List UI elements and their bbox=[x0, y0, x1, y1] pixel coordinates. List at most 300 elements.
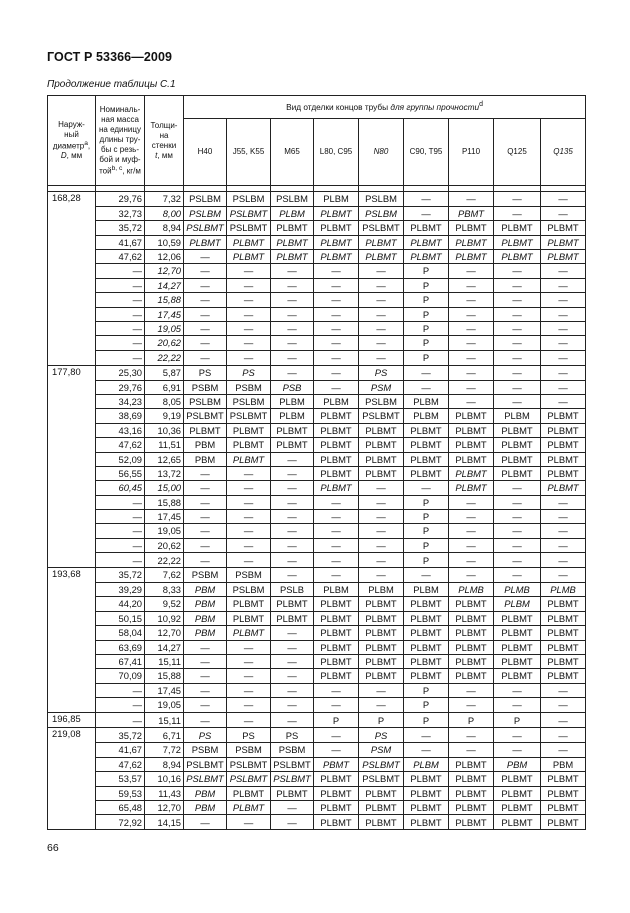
finish-cell: PSBM bbox=[184, 743, 227, 757]
finish-cell: PLBMT bbox=[314, 221, 359, 235]
table-row bbox=[48, 423, 586, 437]
diameter-cell bbox=[48, 438, 96, 452]
finish-cell: — bbox=[271, 669, 314, 683]
wall-cell: 12,70 bbox=[145, 626, 184, 640]
finish-cell: PLBMT bbox=[314, 466, 359, 480]
finish-cell: — bbox=[271, 365, 314, 380]
finish-cell: PLBM bbox=[314, 583, 359, 597]
finish-cell: — bbox=[494, 568, 541, 583]
finish-cell: — bbox=[541, 495, 586, 509]
finish-cell: PLBMT bbox=[494, 250, 541, 264]
header-wall: Толщи- на стенки t, мм bbox=[145, 96, 184, 186]
finish-cell: PSLBMT bbox=[184, 409, 227, 423]
finish-cell: — bbox=[271, 713, 314, 728]
finish-cell: PBM bbox=[184, 452, 227, 466]
diameter-cell bbox=[48, 380, 96, 394]
finish-cell: PLBMT bbox=[541, 669, 586, 683]
finish-cell: — bbox=[449, 322, 494, 336]
mass-cell: — bbox=[96, 293, 145, 307]
finish-cell: PS bbox=[359, 365, 404, 380]
finish-cell: — bbox=[314, 728, 359, 743]
finish-cell: PLBMT bbox=[314, 438, 359, 452]
wall-cell: 20,62 bbox=[145, 538, 184, 552]
finish-cell: — bbox=[314, 568, 359, 583]
wall-cell: 17,45 bbox=[145, 510, 184, 524]
finish-cell: PLBMT bbox=[449, 423, 494, 437]
diameter-cell bbox=[48, 409, 96, 423]
finish-cell: PS bbox=[184, 728, 227, 743]
table-row bbox=[48, 786, 586, 800]
grade-header: L80, C95 bbox=[314, 119, 359, 186]
table-row bbox=[48, 611, 586, 625]
table-body bbox=[48, 192, 586, 830]
table-row bbox=[48, 583, 586, 597]
diameter-cell bbox=[48, 481, 96, 495]
finish-cell: P bbox=[404, 350, 449, 365]
finish-cell: PLBMT bbox=[271, 786, 314, 800]
finish-cell: PBM bbox=[184, 611, 227, 625]
finish-cell: — bbox=[359, 293, 404, 307]
table-row bbox=[48, 250, 586, 264]
finish-cell: PLBM bbox=[404, 394, 449, 408]
finish-cell: PLBMT bbox=[541, 597, 586, 611]
finish-cell: PLBMT bbox=[359, 786, 404, 800]
finish-cell: PLBM bbox=[404, 583, 449, 597]
finish-cell: PSLBMT bbox=[359, 221, 404, 235]
finish-cell: PBM bbox=[494, 757, 541, 771]
finish-cell: — bbox=[541, 743, 586, 757]
wall-cell: 15,11 bbox=[145, 655, 184, 669]
mass-cell: 41,67 bbox=[96, 235, 145, 249]
finish-cell: — bbox=[271, 538, 314, 552]
finish-cell: PLBMT bbox=[494, 772, 541, 786]
mass-cell: 41,67 bbox=[96, 743, 145, 757]
finish-cell: — bbox=[227, 553, 271, 568]
diameter-cell bbox=[48, 538, 96, 552]
mass-cell: — bbox=[96, 524, 145, 538]
wall-cell: 19,05 bbox=[145, 524, 184, 538]
finish-cell: PLBMT bbox=[404, 466, 449, 480]
mass-cell: 25,30 bbox=[96, 365, 145, 380]
finish-cell: PLBMT bbox=[449, 611, 494, 625]
mass-cell: 35,72 bbox=[96, 568, 145, 583]
wall-cell: 19,05 bbox=[145, 322, 184, 336]
finish-cell: — bbox=[227, 322, 271, 336]
wall-cell: 15,88 bbox=[145, 669, 184, 683]
finish-cell: — bbox=[359, 307, 404, 321]
table-row bbox=[48, 743, 586, 757]
finish-cell: — bbox=[449, 728, 494, 743]
finish-cell: — bbox=[359, 278, 404, 292]
finish-cell: PLBMT bbox=[314, 626, 359, 640]
finish-cell: PLBMT bbox=[541, 438, 586, 452]
finish-cell: PLBM bbox=[404, 409, 449, 423]
mass-cell: 65,48 bbox=[96, 800, 145, 814]
diameter-cell bbox=[48, 510, 96, 524]
finish-cell: PS bbox=[184, 365, 227, 380]
diameter-cell bbox=[48, 307, 96, 321]
finish-cell: PSLBMT bbox=[359, 772, 404, 786]
finish-cell: PSBM bbox=[184, 380, 227, 394]
mass-cell: — bbox=[96, 278, 145, 292]
finish-cell: — bbox=[494, 192, 541, 207]
finish-cell: PLBMT bbox=[314, 611, 359, 625]
table-row bbox=[48, 815, 586, 830]
wall-cell: 5,87 bbox=[145, 365, 184, 380]
finish-cell: PBMT bbox=[314, 757, 359, 771]
finish-cell: PLBMT bbox=[449, 438, 494, 452]
finish-cell: — bbox=[271, 626, 314, 640]
finish-cell: — bbox=[184, 510, 227, 524]
finish-cell: PSLBMT bbox=[227, 409, 271, 423]
mass-cell: 29,76 bbox=[96, 192, 145, 207]
finish-cell: — bbox=[494, 336, 541, 350]
finish-cell: — bbox=[359, 538, 404, 552]
finish-cell: — bbox=[541, 293, 586, 307]
finish-cell: PLBMT bbox=[541, 626, 586, 640]
finish-cell: — bbox=[541, 394, 586, 408]
diameter-cell bbox=[48, 583, 96, 597]
finish-cell: PLBMT bbox=[449, 655, 494, 669]
finish-cell: PLBMT bbox=[359, 250, 404, 264]
table-row bbox=[48, 206, 586, 220]
finish-cell: PLBM bbox=[494, 597, 541, 611]
finish-cell: — bbox=[184, 553, 227, 568]
table-row bbox=[48, 466, 586, 480]
finish-cell: P bbox=[404, 264, 449, 278]
finish-cell: PBM bbox=[184, 626, 227, 640]
finish-cell: PS bbox=[359, 728, 404, 743]
finish-cell: — bbox=[494, 264, 541, 278]
diameter-cell bbox=[48, 772, 96, 786]
finish-cell: — bbox=[184, 322, 227, 336]
finish-cell: PLBMT bbox=[494, 438, 541, 452]
finish-cell: — bbox=[184, 481, 227, 495]
finish-cell: PLBMT bbox=[227, 611, 271, 625]
finish-cell: PLBMT bbox=[184, 423, 227, 437]
finish-cell: PLBMT bbox=[541, 800, 586, 814]
table-row bbox=[48, 307, 586, 321]
finish-cell: — bbox=[314, 322, 359, 336]
finish-cell: PLBMT bbox=[449, 250, 494, 264]
finish-cell: — bbox=[449, 192, 494, 207]
finish-cell: PSBM bbox=[227, 568, 271, 583]
wall-cell: 8,05 bbox=[145, 394, 184, 408]
finish-cell: PLBMT bbox=[314, 409, 359, 423]
wall-cell: 7,62 bbox=[145, 568, 184, 583]
finish-cell: PLBMT bbox=[314, 597, 359, 611]
wall-cell: 14,15 bbox=[145, 815, 184, 830]
finish-cell: — bbox=[227, 278, 271, 292]
finish-cell: PLBMT bbox=[541, 250, 586, 264]
table-row bbox=[48, 597, 586, 611]
mass-cell: — bbox=[96, 683, 145, 697]
table-row bbox=[48, 669, 586, 683]
diameter-cell: 219,08 bbox=[48, 728, 96, 743]
finish-cell: PLBM bbox=[271, 409, 314, 423]
table-row bbox=[48, 409, 586, 423]
finish-cell: — bbox=[271, 264, 314, 278]
finish-cell: PSM bbox=[359, 743, 404, 757]
finish-cell: PLBMT bbox=[494, 221, 541, 235]
finish-cell: PLBMT bbox=[404, 250, 449, 264]
finish-cell: — bbox=[541, 206, 586, 220]
finish-cell: — bbox=[541, 278, 586, 292]
finish-cell: P bbox=[404, 495, 449, 509]
finish-cell: — bbox=[404, 365, 449, 380]
finish-cell: PLBMT bbox=[404, 786, 449, 800]
finish-cell: — bbox=[314, 538, 359, 552]
finish-cell: PLBMT bbox=[227, 626, 271, 640]
grade-header: Q125 bbox=[494, 119, 541, 186]
finish-cell: — bbox=[541, 350, 586, 365]
diameter-cell bbox=[48, 815, 96, 830]
table-row bbox=[48, 538, 586, 552]
finish-cell: PLBMT bbox=[449, 409, 494, 423]
finish-cell: — bbox=[449, 350, 494, 365]
finish-cell: — bbox=[494, 206, 541, 220]
table-row bbox=[48, 568, 586, 583]
finish-cell: — bbox=[314, 293, 359, 307]
grade-header: N80 bbox=[359, 119, 404, 186]
finish-cell: PLBMT bbox=[227, 786, 271, 800]
finish-cell: PLBMT bbox=[359, 669, 404, 683]
finish-cell: — bbox=[271, 278, 314, 292]
finish-cell: PSLBM bbox=[184, 394, 227, 408]
mass-cell: 38,69 bbox=[96, 409, 145, 423]
diameter-cell: 193,68 bbox=[48, 568, 96, 583]
finish-cell: P bbox=[404, 524, 449, 538]
table-caption: Продолжение таблицы С.1 bbox=[47, 79, 176, 90]
wall-cell: 7,72 bbox=[145, 743, 184, 757]
wall-cell: 10,36 bbox=[145, 423, 184, 437]
finish-cell: PS bbox=[271, 728, 314, 743]
finish-cell: PLBMT bbox=[359, 626, 404, 640]
diameter-cell bbox=[48, 611, 96, 625]
finish-cell: — bbox=[449, 683, 494, 697]
diameter-cell bbox=[48, 757, 96, 771]
finish-cell: — bbox=[184, 683, 227, 697]
finish-cell: PLBMT bbox=[359, 438, 404, 452]
finish-cell: PLBMT bbox=[449, 466, 494, 480]
finish-cell: PLBMT bbox=[404, 626, 449, 640]
mass-cell: 53,57 bbox=[96, 772, 145, 786]
finish-cell: — bbox=[494, 743, 541, 757]
mass-cell: 63,69 bbox=[96, 640, 145, 654]
diameter-cell bbox=[48, 250, 96, 264]
mass-cell: 47,62 bbox=[96, 438, 145, 452]
table-row bbox=[48, 394, 586, 408]
finish-cell: PLBMT bbox=[494, 235, 541, 249]
finish-cell: — bbox=[359, 683, 404, 697]
wall-cell: 12,65 bbox=[145, 452, 184, 466]
finish-cell: PSLBM bbox=[271, 192, 314, 207]
table-row bbox=[48, 524, 586, 538]
finish-cell: — bbox=[314, 683, 359, 697]
finish-cell: PLBMT bbox=[449, 452, 494, 466]
diameter-cell bbox=[48, 350, 96, 365]
finish-cell: — bbox=[314, 380, 359, 394]
diameter-cell bbox=[48, 786, 96, 800]
wall-cell: 22,22 bbox=[145, 350, 184, 365]
finish-cell: PLBMT bbox=[314, 772, 359, 786]
finish-cell: — bbox=[404, 380, 449, 394]
mass-cell: — bbox=[96, 713, 145, 728]
mass-cell: 43,16 bbox=[96, 423, 145, 437]
finish-cell: PLBMT bbox=[541, 466, 586, 480]
finish-cell: PLBM bbox=[314, 394, 359, 408]
finish-cell: PLBMT bbox=[184, 235, 227, 249]
finish-cell: — bbox=[271, 481, 314, 495]
finish-cell: PLBMT bbox=[404, 655, 449, 669]
finish-cell: — bbox=[314, 336, 359, 350]
finish-cell: PSLBMT bbox=[227, 206, 271, 220]
finish-cell: — bbox=[449, 698, 494, 713]
table-row bbox=[48, 221, 586, 235]
wall-cell: 11,43 bbox=[145, 786, 184, 800]
mass-cell: — bbox=[96, 538, 145, 552]
finish-cell: P bbox=[404, 293, 449, 307]
finish-cell: PSLBMT bbox=[271, 757, 314, 771]
finish-cell: — bbox=[541, 307, 586, 321]
wall-cell: 17,45 bbox=[145, 307, 184, 321]
mass-cell: 35,72 bbox=[96, 221, 145, 235]
mass-cell: — bbox=[96, 495, 145, 509]
finish-cell: PLBMT bbox=[314, 669, 359, 683]
wall-cell: 15,88 bbox=[145, 495, 184, 509]
finish-cell: — bbox=[184, 250, 227, 264]
finish-cell: PLBMT bbox=[314, 800, 359, 814]
finish-cell: — bbox=[227, 524, 271, 538]
finish-cell: PBMT bbox=[449, 206, 494, 220]
finish-cell: PLBMT bbox=[271, 597, 314, 611]
finish-cell: — bbox=[449, 743, 494, 757]
wall-cell: 10,16 bbox=[145, 772, 184, 786]
finish-cell: — bbox=[227, 264, 271, 278]
table-row bbox=[48, 278, 586, 292]
finish-cell: — bbox=[271, 466, 314, 480]
finish-cell: — bbox=[449, 524, 494, 538]
finish-cell: PLBMT bbox=[271, 250, 314, 264]
finish-cell: PSLBMT bbox=[359, 409, 404, 423]
finish-cell: — bbox=[271, 640, 314, 654]
finish-cell: — bbox=[227, 350, 271, 365]
finish-cell: — bbox=[314, 553, 359, 568]
finish-cell: — bbox=[314, 264, 359, 278]
mass-cell: — bbox=[96, 264, 145, 278]
table-row bbox=[48, 626, 586, 640]
finish-cell: P bbox=[404, 322, 449, 336]
finish-cell: PLBMT bbox=[494, 815, 541, 830]
finish-cell: PLBMT bbox=[227, 597, 271, 611]
finish-cell: — bbox=[184, 640, 227, 654]
finish-cell: PLBMT bbox=[359, 640, 404, 654]
finish-cell: PLBMT bbox=[494, 640, 541, 654]
mass-cell: 70,09 bbox=[96, 669, 145, 683]
finish-cell: PLBMT bbox=[494, 669, 541, 683]
diameter-cell bbox=[48, 336, 96, 350]
finish-cell: PLBM bbox=[271, 206, 314, 220]
finish-cell: — bbox=[271, 815, 314, 830]
finish-cell: — bbox=[271, 350, 314, 365]
table-row bbox=[48, 350, 586, 365]
finish-cell: PLBMT bbox=[314, 423, 359, 437]
finish-cell: — bbox=[184, 264, 227, 278]
finish-cell: PLBMT bbox=[359, 655, 404, 669]
mass-cell: 47,62 bbox=[96, 757, 145, 771]
diameter-cell bbox=[48, 683, 96, 697]
finish-cell: PSLBMT bbox=[184, 772, 227, 786]
mass-cell: — bbox=[96, 322, 145, 336]
table-row bbox=[48, 510, 586, 524]
finish-cell: PBM bbox=[541, 757, 586, 771]
finish-cell: — bbox=[541, 713, 586, 728]
finish-cell: PLBMT bbox=[404, 669, 449, 683]
grade-header: Q135 bbox=[541, 119, 586, 186]
header-mass: Номиналь- ная масса на единицу длины тру- бы с резь- бой и муф- той$^{b, c}$, кг/м bbox=[96, 96, 145, 186]
diameter-cell bbox=[48, 322, 96, 336]
table-row bbox=[48, 772, 586, 786]
finish-cell: — bbox=[227, 293, 271, 307]
finish-cell: — bbox=[541, 553, 586, 568]
finish-cell: — bbox=[314, 510, 359, 524]
finish-cell: — bbox=[271, 336, 314, 350]
finish-cell: — bbox=[184, 538, 227, 552]
finish-cell: P bbox=[449, 713, 494, 728]
finish-cell: — bbox=[494, 683, 541, 697]
finish-cell: PLBMT bbox=[227, 423, 271, 437]
finish-cell: PLBMT bbox=[449, 800, 494, 814]
finish-cell: PSB bbox=[271, 380, 314, 394]
finish-cell: PLBMT bbox=[227, 452, 271, 466]
finish-cell: PLBMT bbox=[449, 786, 494, 800]
finish-cell: — bbox=[184, 350, 227, 365]
finish-cell: — bbox=[449, 394, 494, 408]
finish-cell: — bbox=[404, 743, 449, 757]
diameter-cell: 168,28 bbox=[48, 192, 96, 207]
finish-cell: — bbox=[494, 394, 541, 408]
grade-header: J55, K55 bbox=[227, 119, 271, 186]
diameter-cell bbox=[48, 452, 96, 466]
finish-cell: PLBMT bbox=[449, 772, 494, 786]
finish-cell: PSLBMT bbox=[184, 221, 227, 235]
finish-cell: — bbox=[404, 728, 449, 743]
finish-cell: PSBM bbox=[227, 380, 271, 394]
finish-cell: — bbox=[494, 510, 541, 524]
wall-cell: 20,62 bbox=[145, 336, 184, 350]
finish-cell: — bbox=[494, 728, 541, 743]
finish-cell: PLBMT bbox=[271, 611, 314, 625]
finish-cell: — bbox=[184, 336, 227, 350]
finish-cell: — bbox=[541, 728, 586, 743]
finish-cell: — bbox=[449, 278, 494, 292]
finish-cell: — bbox=[449, 365, 494, 380]
finish-cell: PLBMT bbox=[494, 611, 541, 625]
finish-cell: PS bbox=[227, 365, 271, 380]
mass-cell: 32,73 bbox=[96, 206, 145, 220]
wall-cell: 8,94 bbox=[145, 757, 184, 771]
wall-cell: 12,70 bbox=[145, 264, 184, 278]
finish-cell: — bbox=[449, 510, 494, 524]
finish-cell: — bbox=[359, 553, 404, 568]
finish-cell: PLBMT bbox=[404, 772, 449, 786]
finish-cell: — bbox=[359, 495, 404, 509]
table-row bbox=[48, 553, 586, 568]
finish-cell: — bbox=[449, 538, 494, 552]
finish-cell: P bbox=[404, 698, 449, 713]
finish-cell: PLBMT bbox=[494, 423, 541, 437]
wall-cell: 6,71 bbox=[145, 728, 184, 743]
